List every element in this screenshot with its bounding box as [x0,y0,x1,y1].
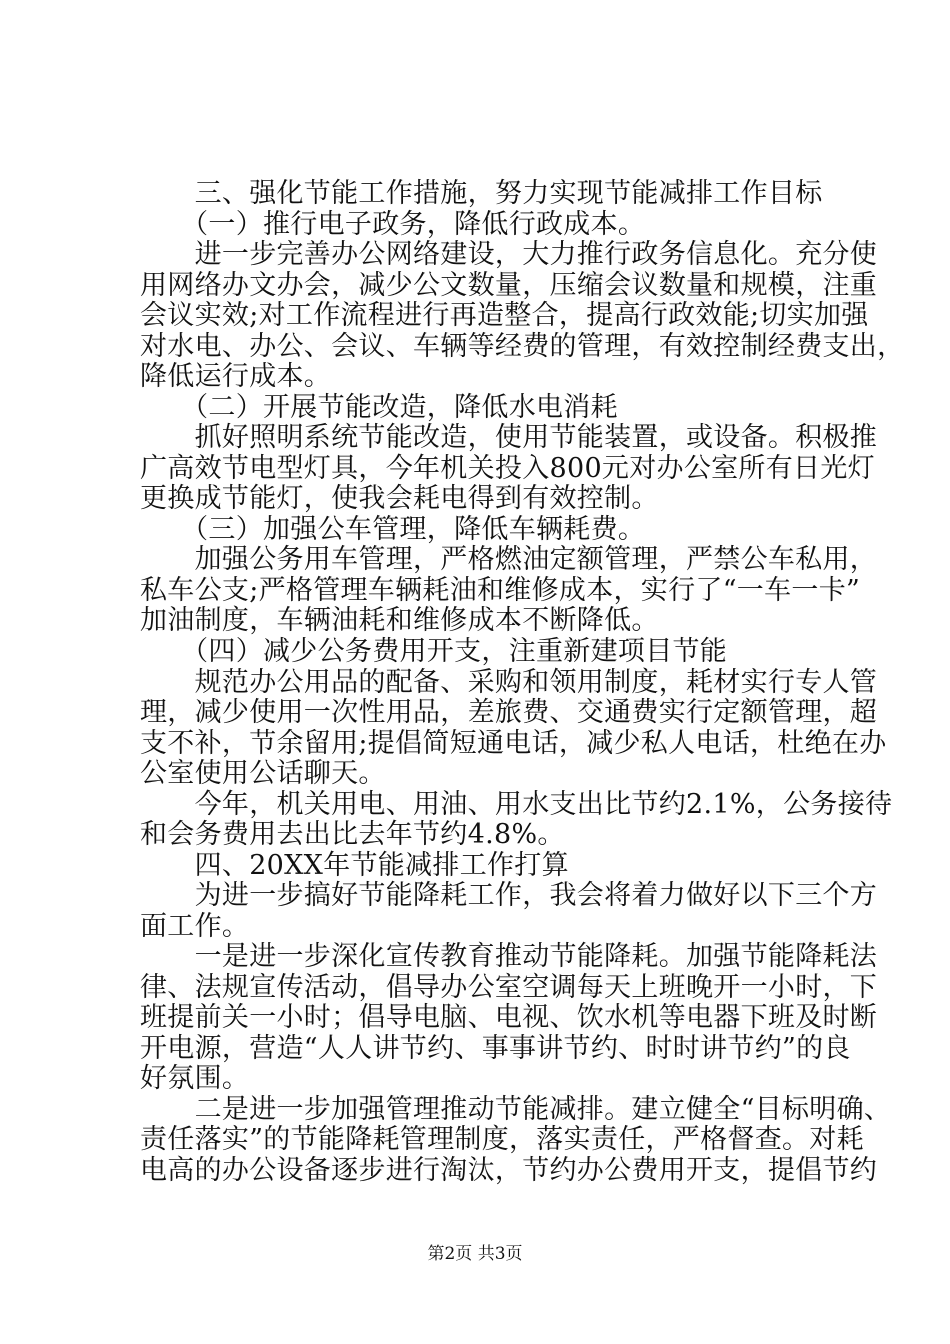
text-line: 四、20XX年节能减排工作打算 [140,850,569,881]
text-line: 班提前关一小时；倡导电脑、电视、饮水机等电器下班及时断 [140,1002,878,1033]
text-line: 和会务费用去出比去年节约4.8%。 [140,819,565,850]
text-line: 好氛围。 [140,1063,250,1094]
text-line: （一）推行电子政务，降低行政成本。 [140,209,646,240]
text-line: 二是进一步加强管理推动节能减排。建立健全“目标明确、 [140,1094,892,1125]
text-line: 抓好照明系统节能改造，使用节能装置，或设备。积极推 [140,422,878,453]
text-line: 用网络办文办会，减少公文数量，压缩会议数量和规模，注重 [140,270,878,301]
text-line: 理，减少使用一次性用品，差旅费、交通费实行定额管理，超 [140,697,878,728]
text-line: （四）减少公务费用开支，注重新建项目节能 [140,636,728,667]
text-line: 电高的办公设备逐步进行淘汰，节约办公费用开支，提倡节约 [140,1155,878,1186]
text-line: 对水电、办公、会议、车辆等经费的管理，有效控制经费支出， [140,331,905,362]
text-line: 三、强化节能工作措施，努力实现节能减排工作目标 [140,178,823,209]
text-line: 今年，机关用电、用油、用水支出比节约2.1%，公务接待 [140,789,893,820]
text-line: 公室使用公话聊天。 [140,758,386,789]
text-line: 支不补，节余留用;提倡简短通电话，减少私人电话，杜绝在办 [140,728,887,759]
text-line: 律、法规宣传活动，倡导办公室空调每天上班晚开一小时，下 [140,972,878,1003]
text-line: 责任落实”的节能降耗管理制度，落实责任，严格督查。对耗 [140,1124,864,1155]
text-line: 会议实效;对工作流程进行再造整合，提高行政效能;切实加强 [140,300,869,331]
text-line: 降低运行成本。 [140,361,332,392]
page-footer: 第2页 共3页 [427,1244,523,1264]
text-line: 私车公支;严格管理车辆耗油和维修成本，实行了“一车一卡” [140,575,861,606]
text-line: 加油制度，车辆油耗和维修成本不断降低。 [140,605,659,636]
text-line: 为进一步搞好节能降耗工作，我会将着力做好以下三个方 [140,880,878,911]
text-line: （三）加强公车管理，降低车辆耗费。 [140,514,646,545]
text-line: 加强公务用车管理，严格燃油定额管理，严禁公车私用， [140,544,878,575]
text-line: 广高效节电型灯具，今年机关投入800元对办公室所有日光灯 [140,453,875,484]
text-line: 一是进一步深化宣传教育推动节能降耗。加强节能降耗法 [140,941,878,972]
text-line: （二）开展节能改造，降低水电消耗 [140,392,618,423]
text-line: 进一步完善办公网络建设，大力推行政务信息化。充分使 [140,239,878,270]
text-line: 面工作。 [140,911,250,942]
text-line: 更换成节能灯，使我会耗电得到有效控制。 [140,483,659,514]
text-line: 规范办公用品的配备、采购和领用制度，耗材实行专人管 [140,667,878,698]
text-line: 开电源，营造“人人讲节约、事事讲节约、时时讲节约”的良 [140,1033,851,1064]
